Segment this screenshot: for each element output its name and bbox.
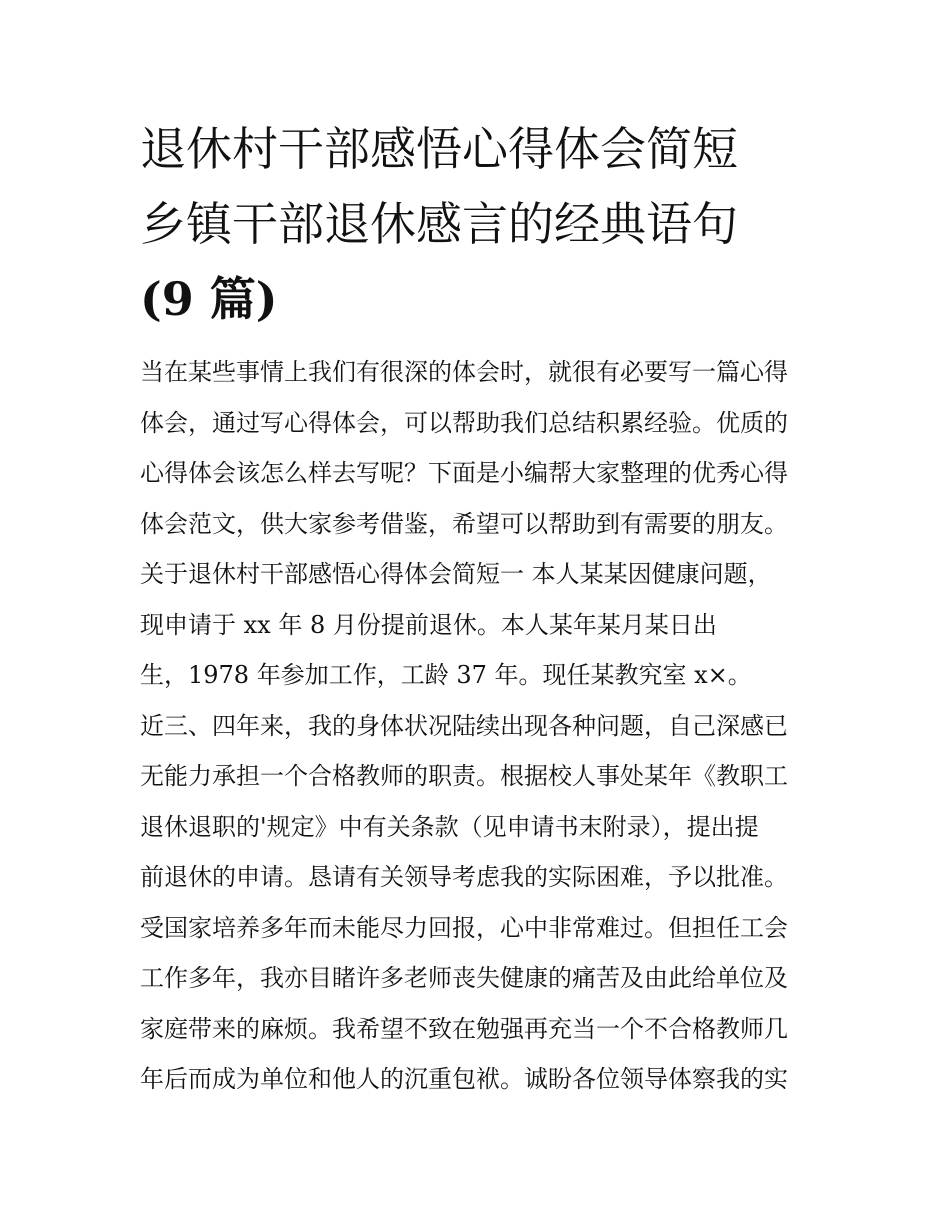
title-line-3: (9 篇)	[140, 272, 278, 326]
body-line: 体会范文，供大家参考借鉴，希望可以帮助到有需要的朋友。	[140, 509, 788, 538]
body-line: 无能力承担一个合格教师的职责。根据校人事处某年《教职工	[140, 762, 788, 790]
body-line: 生，1978 年参加工作，工龄 37 年。现任某教究室 x×。	[140, 661, 752, 689]
body-line: 前退休的申请。恳请有关领导考虑我的实际困难，予以批准。	[140, 863, 788, 891]
body-line: 关于退休村干部感悟心得体会简短一 本人某某因健康问题，	[140, 560, 772, 588]
title-line-1: 退休村干部感悟心得体会简短	[140, 122, 738, 176]
body-line: 退休退职的'规定》中有关条款（见申请书末附录），提出提	[140, 812, 759, 841]
body-line: 现申请于 xx 年 8 月份提前退休。本人某年某月某日出	[140, 610, 717, 639]
title-line-2: 乡镇干部退休感言的经典语句	[140, 197, 738, 251]
body-line: 体会，通过写心得体会，可以帮助我们总结积累经验。优质的	[140, 408, 788, 437]
body-line: 工作多年，我亦目睹许多老师丧失健康的痛苦及由此给单位及	[140, 964, 788, 992]
body-line: 当在某些事情上我们有很深的体会时，就很有必要写一篇心得	[140, 358, 788, 386]
document-body	[140, 347, 820, 1105]
document-content	[140, 112, 820, 1105]
body-line: 受国家培养多年而未能尽力回报，心中非常难过。但担任工会	[140, 913, 788, 942]
document-title	[140, 112, 820, 337]
body-line: 年后而成为单位和他人的沉重包袱。诚盼各位领导体察我的实	[140, 1065, 788, 1093]
body-line: 心得体会该怎么样去写呢？下面是小编帮大家整理的优秀心得	[140, 459, 788, 487]
body-line: 家庭带来的麻烦。我希望不致在勉强再充当一个不合格教师几	[140, 1014, 788, 1043]
body-line: 近三、四年来，我的身体状况陆续出现各种问题，自己深感已	[140, 711, 788, 740]
